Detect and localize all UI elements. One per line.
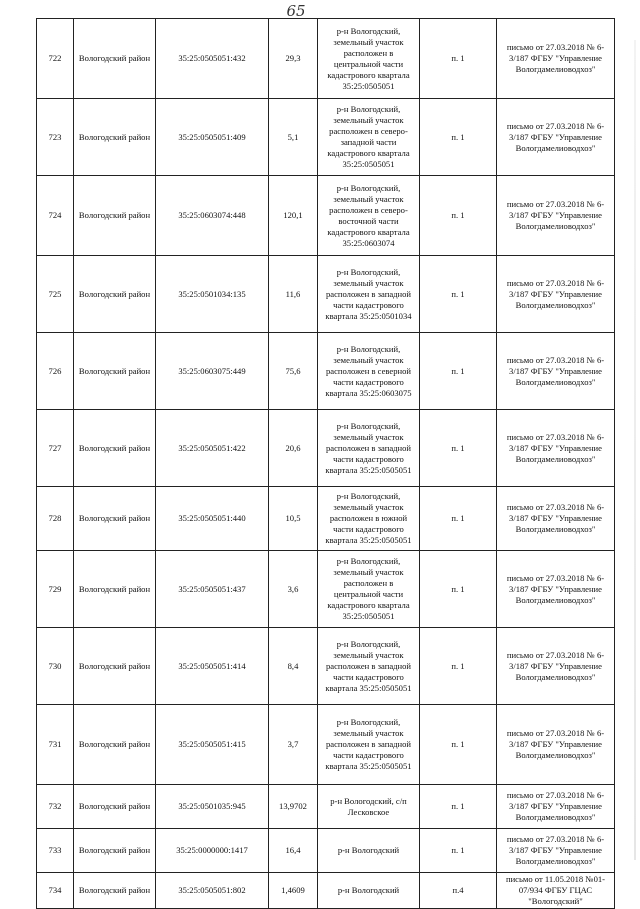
clause-cell: п. 1 — [420, 487, 497, 551]
registry-body — [37, 19, 615, 909]
row-number: 731 — [37, 705, 74, 785]
document-cell: письмо от 27.03.2018 № 6-3/187 ФГБУ "Управление Вологдамелиоводхоз" — [497, 785, 615, 829]
district-cell: Вологодский район — [74, 551, 156, 628]
district-cell: Вологодский район — [74, 705, 156, 785]
district-cell: Вологодский район — [74, 785, 156, 829]
clause-cell: п. 1 — [420, 99, 497, 176]
document-cell: письмо от 27.03.2018 № 6-3/187 ФГБУ "Управление Вологдамелиоводхоз" — [497, 333, 615, 410]
district-cell: Вологодский район — [74, 487, 156, 551]
document-cell: письмо от 27.03.2018 № 6-3/187 ФГБУ "Управление Вологдамелиоводхоз" — [497, 99, 615, 176]
district-cell: Вологодский район — [74, 99, 156, 176]
district-cell: Вологодский район — [74, 829, 156, 873]
cadastral-number-cell: 35:25:0000000:1417 — [156, 829, 269, 873]
district-cell: Вологодский район — [74, 873, 156, 909]
document-cell: письмо от 27.03.2018 № 6-3/187 ФГБУ "Управление Вологдамелиоводхоз" — [497, 628, 615, 705]
district-cell: Вологодский район — [74, 333, 156, 410]
district-cell: Вологодский район — [74, 628, 156, 705]
document-cell: письмо от 27.03.2018 № 6-3/187 ФГБУ "Управление Вологдамелиоводхоз" — [497, 705, 615, 785]
table-row — [37, 873, 615, 909]
clause-cell: п. 1 — [420, 176, 497, 256]
row-number: 734 — [37, 873, 74, 909]
area-cell: 120,1 — [269, 176, 318, 256]
area-cell: 5,1 — [269, 99, 318, 176]
location-cell: р-н Вологодский, земельный участок расположен в западной части кадастрового квартала 35:25:0505051 — [318, 410, 420, 487]
district-cell: Вологодский район — [74, 410, 156, 487]
document-cell: письмо от 27.03.2018 № 6-3/187 ФГБУ "Управление Вологдамелиоводхоз" — [497, 829, 615, 873]
registry-table — [36, 18, 615, 909]
document-cell: письмо от 11.05.2018 №01-07/934 ФГБУ ГЦАС "Вологодский" — [497, 873, 615, 909]
clause-cell: п. 1 — [420, 785, 497, 829]
clause-cell: п. 1 — [420, 705, 497, 785]
table-row — [37, 829, 615, 873]
table-row — [37, 785, 615, 829]
cadastral-number-cell: 35:25:0505051:802 — [156, 873, 269, 909]
row-number: 726 — [37, 333, 74, 410]
document-cell: письмо от 27.03.2018 № 6-3/187 ФГБУ "Управление Вологдамелиоводхоз" — [497, 19, 615, 99]
location-cell: р-н Вологодский, земельный участок расположен в центральной части кадастрового квартала 35:25:0505051 — [318, 551, 420, 628]
clause-cell: п. 1 — [420, 256, 497, 333]
area-cell: 29,3 — [269, 19, 318, 99]
row-number: 722 — [37, 19, 74, 99]
district-cell: Вологодский район — [74, 176, 156, 256]
district-cell: Вологодский район — [74, 256, 156, 333]
row-number: 730 — [37, 628, 74, 705]
row-number: 729 — [37, 551, 74, 628]
area-cell: 10,5 — [269, 487, 318, 551]
location-cell: р-н Вологодский, с/п Лесковское — [318, 785, 420, 829]
cadastral-number-cell: 35:25:0505051:414 — [156, 628, 269, 705]
location-cell: р-н Вологодский, земельный участок расположен в западной части кадастрового квартала 35:25:0505051 — [318, 628, 420, 705]
row-number: 728 — [37, 487, 74, 551]
row-number: 732 — [37, 785, 74, 829]
table-row — [37, 705, 615, 785]
location-cell: р-н Вологодский, земельный участок расположен в северной части кадастрового квартала 35:25:0603075 — [318, 333, 420, 410]
row-number: 724 — [37, 176, 74, 256]
cadastral-number-cell: 35:25:0505051:440 — [156, 487, 269, 551]
cadastral-number-cell: 35:25:0505051:437 — [156, 551, 269, 628]
clause-cell: п. 1 — [420, 333, 497, 410]
document-cell: письмо от 27.03.2018 № 6-3/187 ФГБУ "Управление Вологдамелиоводхоз" — [497, 410, 615, 487]
table-row — [37, 99, 615, 176]
location-cell: р-н Вологодский — [318, 873, 420, 909]
location-cell: р-н Вологодский, земельный участок расположен в западной части кадастрового квартала 35:25:0505051 — [318, 705, 420, 785]
row-number: 733 — [37, 829, 74, 873]
table-row — [37, 176, 615, 256]
area-cell: 75,6 — [269, 333, 318, 410]
cadastral-number-cell: 35:25:0505051:432 — [156, 19, 269, 99]
area-cell: 8,4 — [269, 628, 318, 705]
cadastral-number-cell: 35:25:0505051:415 — [156, 705, 269, 785]
document-cell: письмо от 27.03.2018 № 6-3/187 ФГБУ "Управление Вологдамелиоводхоз" — [497, 176, 615, 256]
scan-edge — [634, 40, 636, 860]
row-number: 723 — [37, 99, 74, 176]
location-cell: р-н Вологодский, земельный участок расположен в центральной части кадастрового квартала 35:25:0505051 — [318, 19, 420, 99]
table-row — [37, 410, 615, 487]
table-row — [37, 256, 615, 333]
page-number: 65 — [286, 2, 306, 20]
cadastral-number-cell: 35:25:0603074:448 — [156, 176, 269, 256]
location-cell: р-н Вологодский — [318, 829, 420, 873]
document-cell: письмо от 27.03.2018 № 6-3/187 ФГБУ "Управление Вологдамелиоводхоз" — [497, 256, 615, 333]
row-number: 725 — [37, 256, 74, 333]
cadastral-number-cell: 35:25:0501035:945 — [156, 785, 269, 829]
clause-cell: п. 1 — [420, 628, 497, 705]
table-row — [37, 19, 615, 99]
area-cell: 20,6 — [269, 410, 318, 487]
table-row — [37, 551, 615, 628]
location-cell: р-н Вологодский, земельный участок расположен в южной части кадастрового квартала 35:25:0505051 — [318, 487, 420, 551]
area-cell: 16,4 — [269, 829, 318, 873]
document-cell: письмо от 27.03.2018 № 6-3/187 ФГБУ "Управление Вологдамелиоводхоз" — [497, 487, 615, 551]
cadastral-number-cell: 35:25:0501034:135 — [156, 256, 269, 333]
table-row — [37, 628, 615, 705]
district-cell: Вологодский район — [74, 19, 156, 99]
area-cell: 3,6 — [269, 551, 318, 628]
row-number: 727 — [37, 410, 74, 487]
area-cell: 3,7 — [269, 705, 318, 785]
cadastral-number-cell: 35:25:0505051:422 — [156, 410, 269, 487]
clause-cell: п. 1 — [420, 410, 497, 487]
clause-cell: п. 1 — [420, 551, 497, 628]
location-cell: р-н Вологодский, земельный участок расположен в северо-западной части кадастрового квартала 35:25:0505051 — [318, 99, 420, 176]
clause-cell: п. 1 — [420, 829, 497, 873]
cadastral-number-cell: 35:25:0505051:409 — [156, 99, 269, 176]
location-cell: р-н Вологодский, земельный участок расположен в западной части кадастрового квартала 35:25:0501034 — [318, 256, 420, 333]
clause-cell: п.4 — [420, 873, 497, 909]
document-cell: письмо от 27.03.2018 № 6-3/187 ФГБУ "Управление Вологдамелиоводхоз" — [497, 551, 615, 628]
cadastral-number-cell: 35:25:0603075:449 — [156, 333, 269, 410]
table-row — [37, 487, 615, 551]
table-row — [37, 333, 615, 410]
location-cell: р-н Вологодский, земельный участок расположен в северо-восточной части кадастрового квартала 35:25:0603074 — [318, 176, 420, 256]
clause-cell: п. 1 — [420, 19, 497, 99]
area-cell: 11,6 — [269, 256, 318, 333]
area-cell: 13,9702 — [269, 785, 318, 829]
area-cell: 1,4609 — [269, 873, 318, 909]
